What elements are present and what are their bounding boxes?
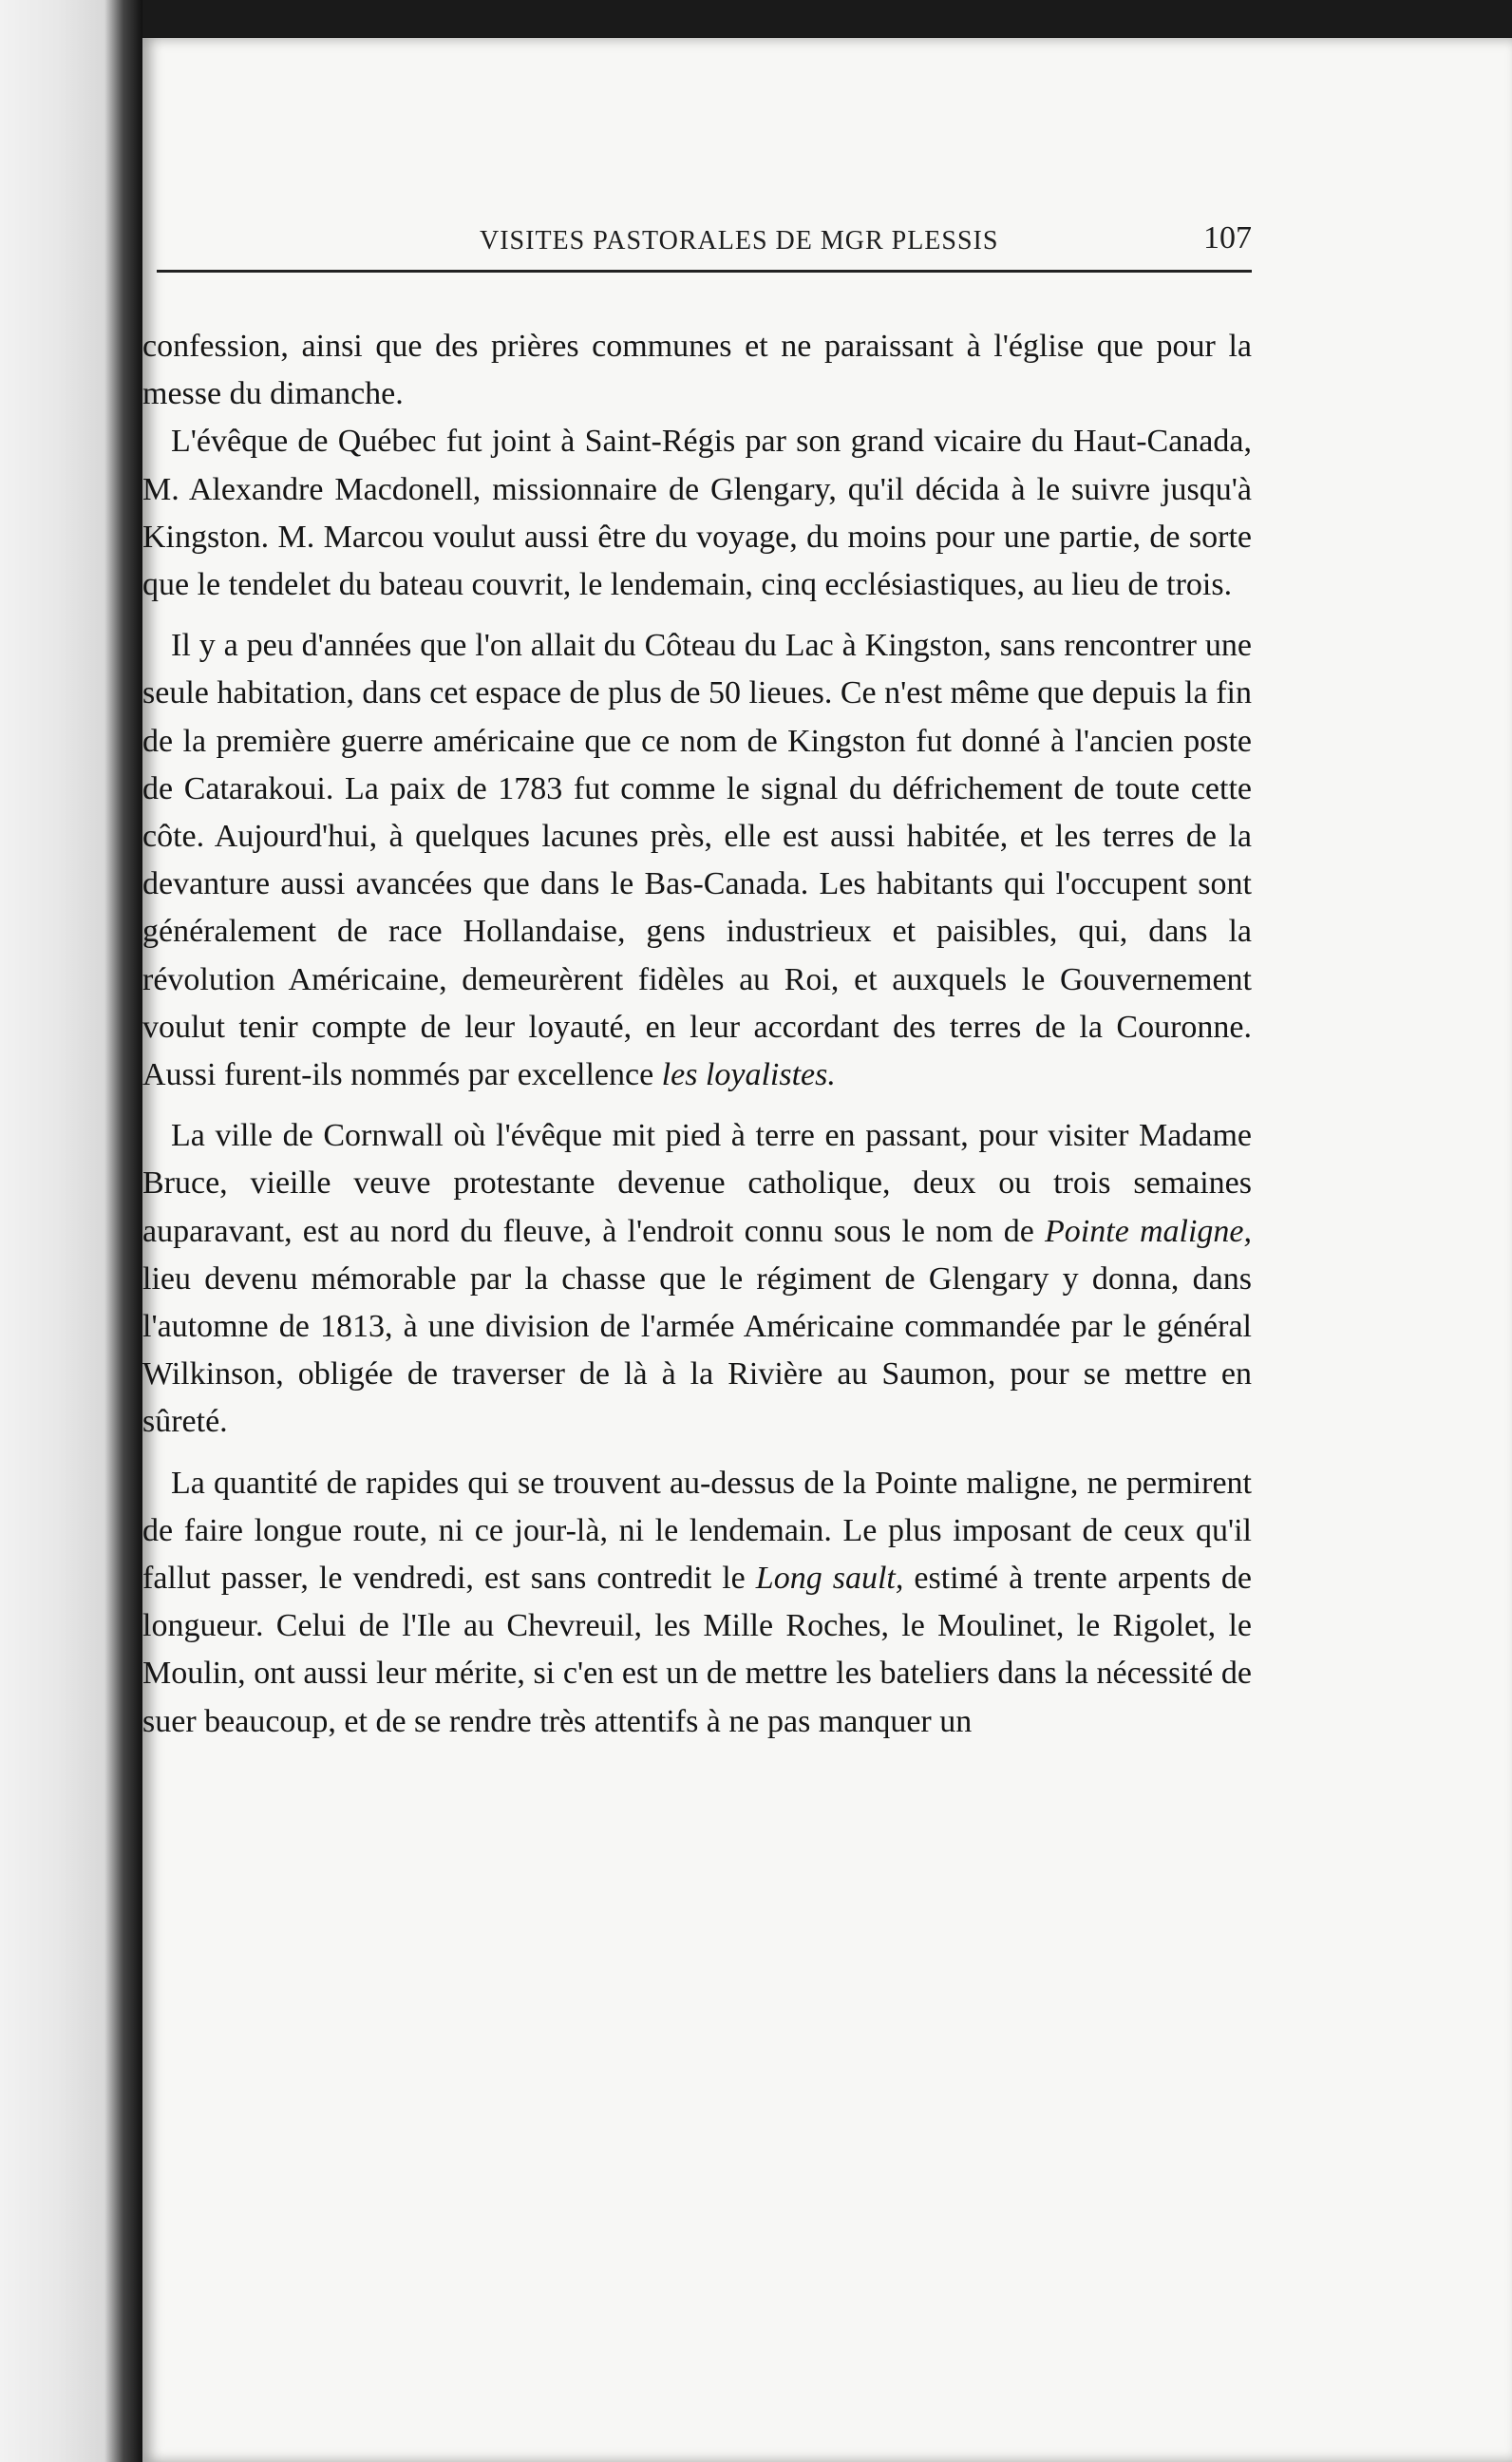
paragraph-4-text-a: La ville de Cornwall où l'évêque mit pied à terre en passant, pour visiter Madame Bruce, vieille veuve protestante devenue catholique, deux ou trois semaines auparavant, est au nord du fleuve, à l'endroit connu sous le nom de [142, 1118, 1252, 1249]
paragraph-3-text: Il y a peu d'années que l'on allait du Côteau du Lac à Kingston, sans rencontrer une seule habitation, dans cet espace de plus de 50 lieues. Ce n'est même que depuis la fin de la première guerre américaine que ce nom de Kingston fut donné à l'ancien poste de Catarakoui. La paix de 1783 fut comme le signal du défrichement de toute cette côte. Aujourd'hui, à quelques lacunes près, elle est aussi habitée, et les terres de la devanture aussi avancées que dans le Bas-Canada. Les habitants qui l'occupent sont généralement de race Hollandaise, gens industrieux et paisibles, qui, dans la révolution Américaine, demeurèrent fidèles au Roi, et auxquels le Gouvernement voulut tenir compte de leur loyauté, en leur accordant des terres de la Couronne. Aussi furent-ils nommés par excellence [142, 628, 1252, 1093]
paragraph-3 [142, 622, 1252, 1099]
paragraph-2-text: L'évêque de Québec fut joint à Saint-Régis par son grand vicaire du Haut-Canada, M. Alexandre Macdonell, missionnaire de Glengary, qu'il décida à le suivre jusqu'à Kingston. M. Marcou voulut aussi être du voyage, du moins pour une partie, de sorte que le tendelet du bateau couvrit, le lendemain, cinq ecclésiastiques, au lieu de trois. [142, 424, 1252, 603]
paragraph-4-text-b: lieu devenu mémorable par la chasse que le régiment de Glengary y donna, dans l'automne de 1813, à une division de l'armée Américaine commandée par le général Wilkinson, obligée de traverser de là à la Rivière au Saumon, pour se mettre en sûreté. [142, 1260, 1252, 1440]
page-number: 107 [1203, 220, 1252, 256]
paragraph-5-text-a: La quantité de rapides qui se trouvent au-dessus de la Pointe maligne, ne permirent de faire longue route, ni ce jour-là, ni le lendemain. Le plus imposant de ceux qu'il fallut passer, le vendredi, est sans contredit le [142, 1465, 1252, 1597]
paragraph-4-italic: Pointe maligne, [1045, 1213, 1252, 1249]
paragraph-4 [142, 1112, 1252, 1446]
page-header [157, 220, 1252, 283]
paragraph-5 [142, 1460, 1252, 1746]
paragraph-1-text: confession, ainsi que des prières communes et ne paraissant à l'église que pour la messe du dimanche. [142, 329, 1252, 412]
header-rule [157, 270, 1252, 273]
paragraph-5-text-b: estimé à trente arpents de longueur. Celui de l'Ile au Chevreuil, les Mille Roches, le Moulinet, le Rigolet, le Moulin, ont aussi leur mérite, si c'en est un de mettre les bateliers dans la nécessité de suer beaucoup, et de se rendre très attentifs à ne pas manquer un [142, 1561, 1252, 1739]
running-title: VISITES PASTORALES DE MGR PLESSIS [480, 226, 999, 256]
previous-page-edge [0, 0, 142, 2462]
paragraph-3-italic: les loyalistes. [661, 1057, 836, 1093]
paragraph-2 [142, 418, 1252, 609]
paragraph-5-italic: Long sault, [755, 1561, 904, 1597]
paragraph-1 [142, 323, 1252, 418]
body-text [142, 323, 1252, 1746]
